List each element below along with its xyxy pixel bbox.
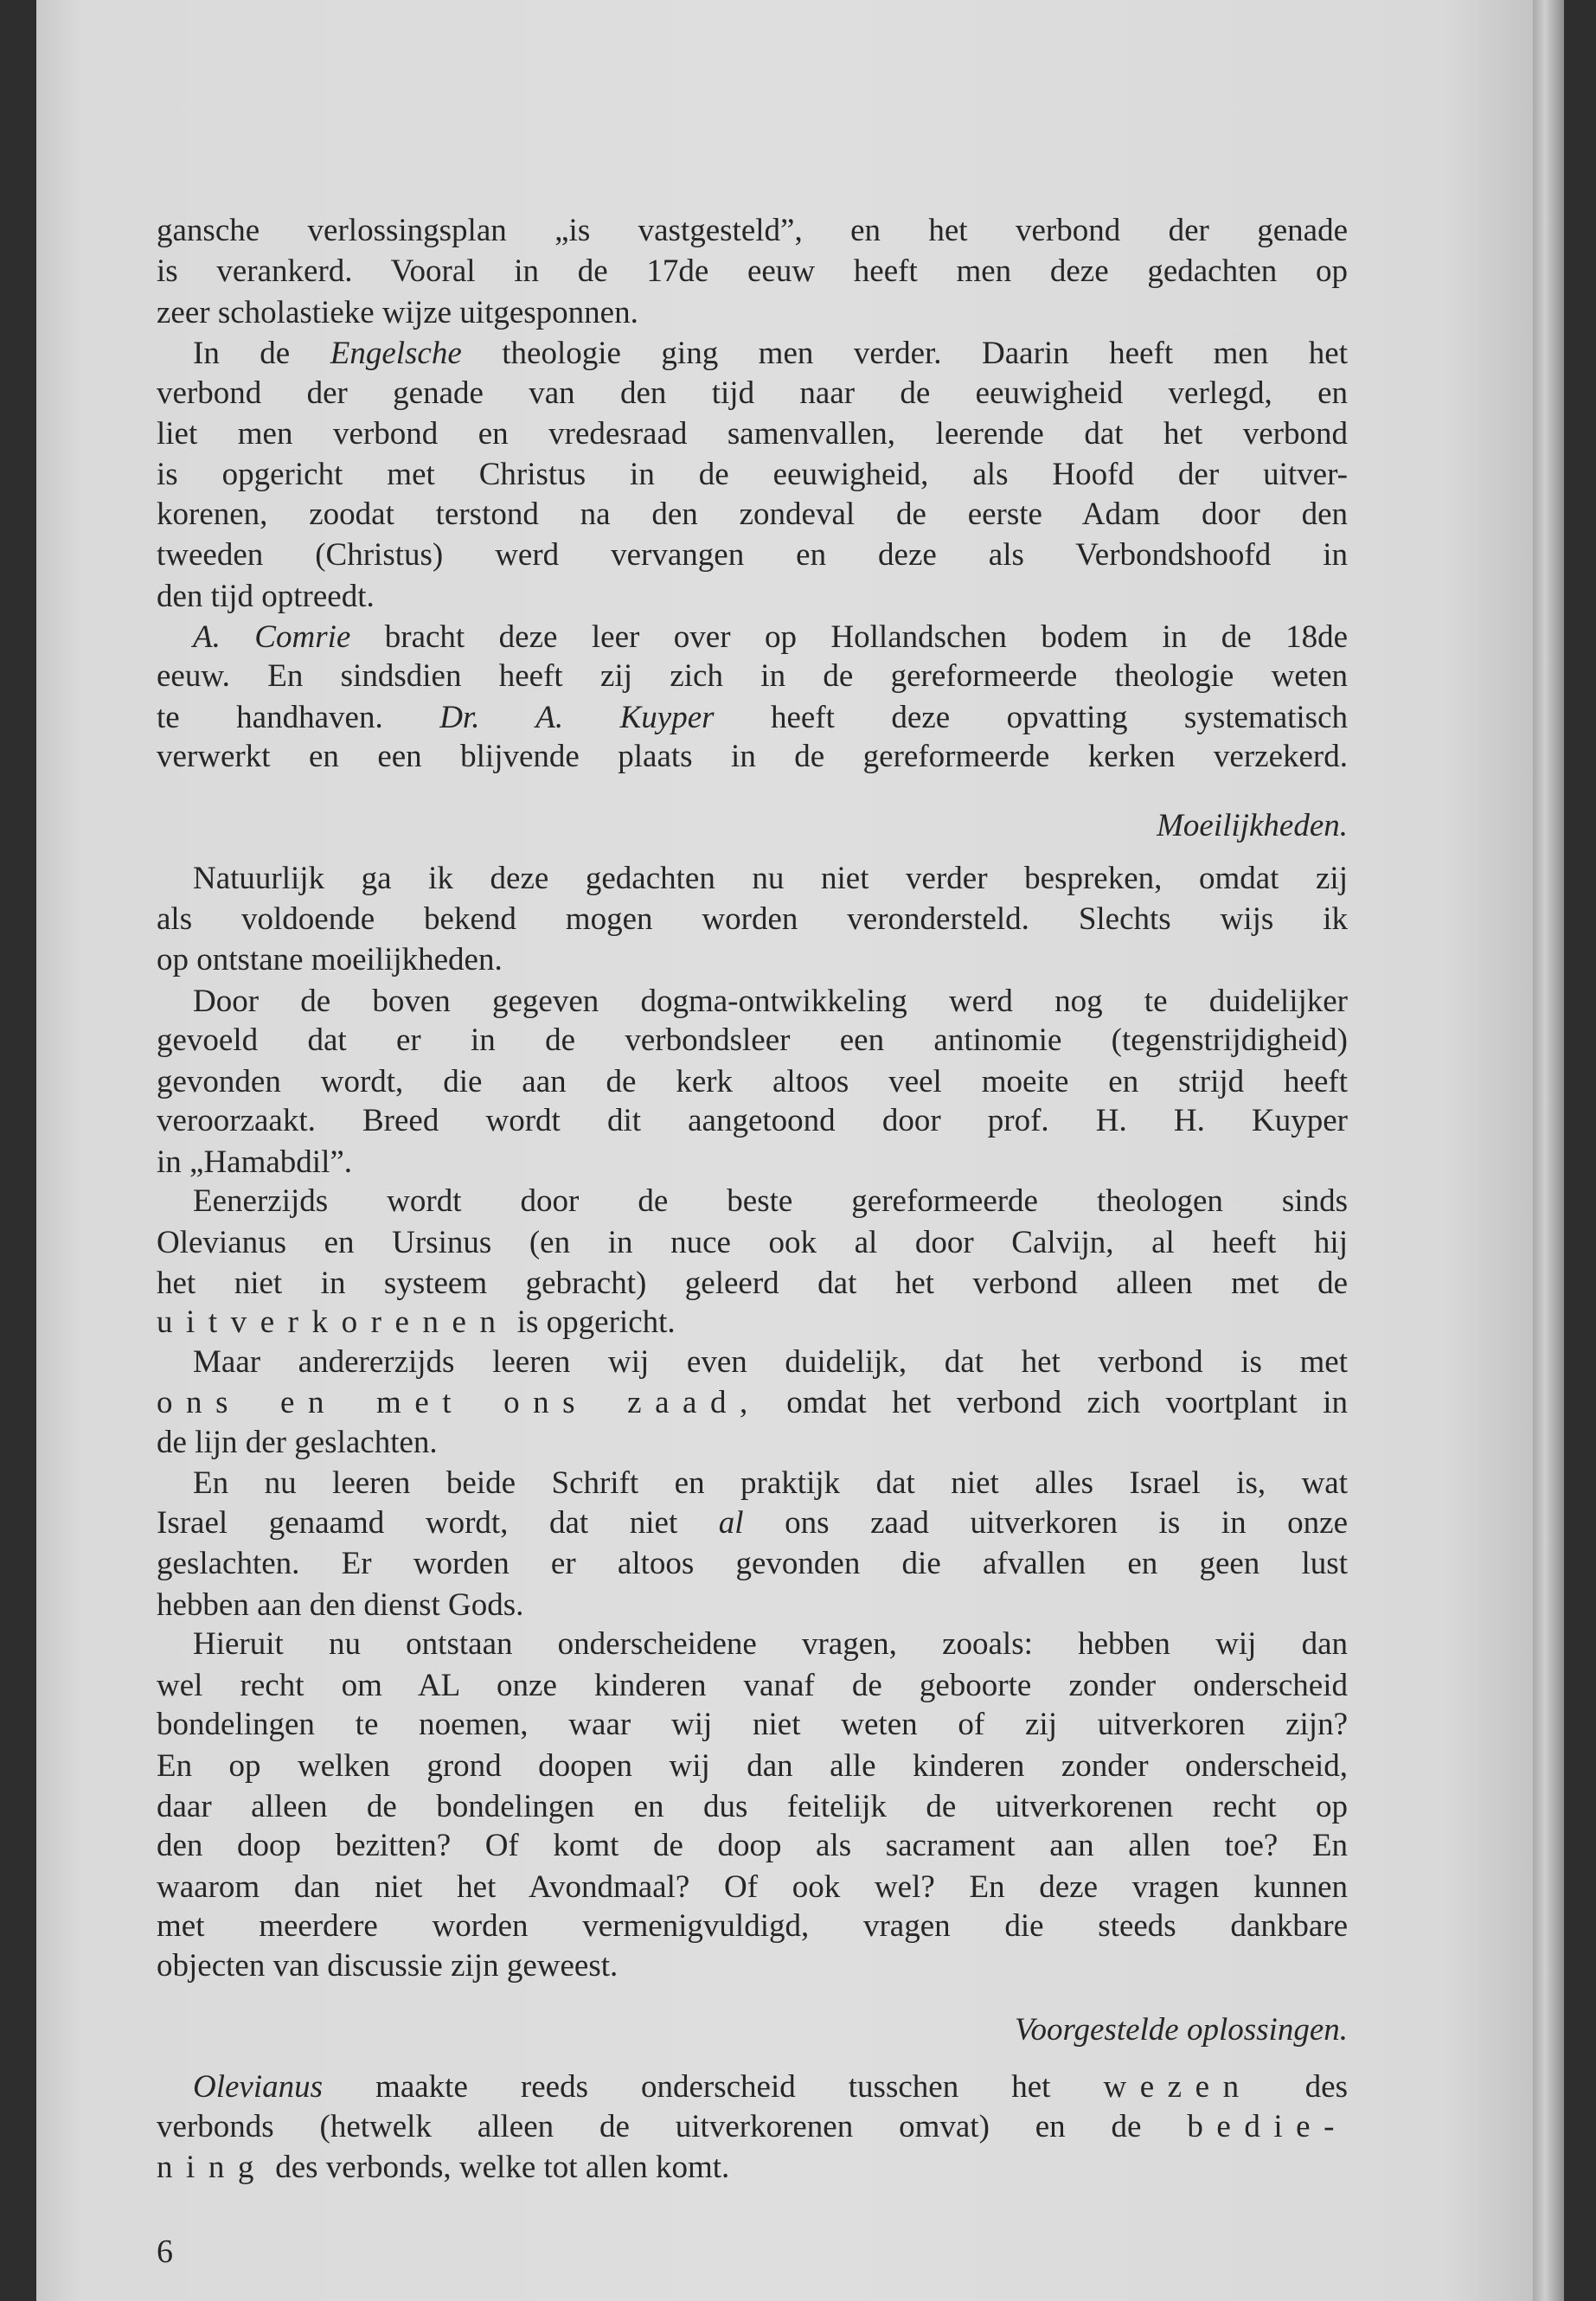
text-segment: Hieruit nu ontstaan onderscheidene vragen, zooals: hebben wij dan <box>193 1626 1348 1663</box>
text-segment: geslachten. Er worden er altoos gevonden die afvallen en geen lust <box>157 1546 1348 1582</box>
text-line <box>157 577 1348 617</box>
text-segment: zeer scholastieke wijze uitgesponnen. <box>157 294 638 330</box>
text-segment: de lijn der geslachten. <box>157 1425 438 1461</box>
text-segment: in „Hamabdil”. <box>157 1144 353 1180</box>
text-segment: met meerdere worden vermenigvuldigd, vragen die steeds dankbare <box>157 1908 1348 1945</box>
text-line <box>157 1787 1348 1827</box>
text-line <box>193 1182 1348 1221</box>
section-heading-difficulties: Moeilijkheden. <box>1157 808 1348 843</box>
text-segment: verbond der genade van den tijd naar de eeuwigheid verlegd, en <box>157 375 1348 411</box>
text-segment: verwerkt en een blijvende plaats in de gereformeerde kerken verzekerd. <box>157 739 1348 775</box>
text-line <box>157 1423 1348 1463</box>
text-line <box>157 495 1348 535</box>
text-line <box>157 1544 1348 1584</box>
text-line <box>157 1143 1348 1183</box>
text-segment: bracht deze leer over op Hollandschen bodem in de 18de <box>350 619 1348 655</box>
page-edge <box>1533 0 1564 2301</box>
text-line <box>193 618 1348 657</box>
text-line <box>157 211 1348 251</box>
text-segment: is verankerd. Vooral in de 17de eeuw heeft men deze gedachten op <box>157 253 1348 290</box>
text-segment: des <box>1252 2069 1348 2106</box>
text-line <box>157 2107 1348 2147</box>
spaced-emphasis-text: bedie- <box>1187 2108 1348 2144</box>
text-segment: verbonds (hetwelk alleen de uitverkorenen omvat) en de <box>157 2108 1188 2144</box>
text-segment: is opgericht met Christus in de eeuwigheid, als Hoofd der uitver- <box>157 457 1348 493</box>
italic-text: Engelsche <box>330 335 462 371</box>
text-line <box>157 535 1348 575</box>
text-segment: als voldoende bekend mogen worden verondersteld. Slechts wijs ik <box>157 901 1348 937</box>
italic-text: A. Comrie <box>193 619 351 655</box>
text-segment: eeuw. En sindsdien heeft zij zich in de gereformeerde theologie weten <box>157 658 1348 695</box>
text-segment: omdat het verbond zich voortplant in <box>760 1385 1348 1421</box>
text-line <box>157 1503 1348 1543</box>
text-segment: Natuurlijk ga ik deze gedachten nu niet verder bespreken, omdat zij <box>193 860 1348 896</box>
text-segment: korenen, zoodat terstond na den zondeval de eerste Adam door den <box>157 496 1348 532</box>
text-line <box>157 1946 1348 1986</box>
text-segment: gevonden wordt, die aan de kerk altoos veel moeite en strijd heeft <box>157 1063 1348 1099</box>
italic-text: Dr. A. Kuyper <box>439 699 715 735</box>
text-line <box>157 1383 1348 1423</box>
spaced-emphasis-text: uitverkorenen <box>157 1304 510 1341</box>
text-line <box>157 1907 1348 1946</box>
text-segment: ons zaad uitverkoren is in onze <box>743 1504 1348 1541</box>
text-segment: Israel genaamd wordt, dat niet <box>157 1504 719 1541</box>
text-line <box>157 737 1348 777</box>
document-page <box>36 0 1533 2301</box>
text-line <box>157 252 1348 292</box>
text-segment: te handhaven. <box>157 699 440 735</box>
text-segment: In de <box>193 335 330 371</box>
italic-text: al <box>718 1504 744 1541</box>
text-line <box>157 1826 1348 1866</box>
text-line <box>157 940 1348 980</box>
text-segment: is opgericht. <box>509 1304 676 1341</box>
text-line <box>157 1021 1348 1061</box>
text-line <box>157 455 1348 495</box>
text-line <box>157 1747 1348 1786</box>
text-line <box>157 900 1348 939</box>
text-segment: objecten van discussie zijn geweest. <box>157 1948 619 1984</box>
text-line <box>157 1868 1348 1907</box>
text-line <box>157 1303 1348 1343</box>
spaced-emphasis-text: ons en met ons zaad, <box>157 1385 761 1421</box>
text-segment: hebben aan den dienst Gods. <box>157 1586 524 1623</box>
page-number: 6 <box>157 2234 173 2270</box>
spaced-emphasis-text: ning <box>157 2150 267 2186</box>
text-line <box>193 1464 1348 1503</box>
text-line <box>157 2148 1348 2188</box>
text-line <box>193 1343 1348 1382</box>
text-segment: den tijd optreedt. <box>157 578 375 614</box>
text-line <box>193 2067 1348 2107</box>
text-segment: daar alleen de bondelingen en dus feitelijk de uitverkorenen recht op <box>157 1788 1348 1824</box>
text-segment: op ontstane moeilijkheden. <box>157 942 503 978</box>
text-segment: waarom dan niet het Avondmaal? Of ook wel? En deze vragen kunnen <box>157 1868 1348 1905</box>
text-line <box>157 374 1348 413</box>
text-segment: des verbonds, welke tot allen komt. <box>266 2150 730 2186</box>
text-segment: veroorzaakt. Breed wordt dit aangetoond door prof. H. H. Kuyper <box>157 1103 1348 1139</box>
text-line <box>157 657 1348 696</box>
text-segment: Door de boven gegeven dogma-ontwikkeling werd nog te duidelijker <box>193 983 1348 1019</box>
text-segment: heeft deze opvatting systematisch <box>714 699 1349 735</box>
text-line <box>193 859 1348 899</box>
text-segment: Maar andererzijds leeren wij even duidelijk, dat het verbond is met <box>193 1344 1348 1381</box>
text-segment: het niet in systeem gebracht) geleerd dat het verbond alleen met de <box>157 1265 1348 1301</box>
text-line <box>157 414 1348 454</box>
text-segment: En op welken grond doopen wij dan alle kinderen zonder onderscheid, <box>157 1747 1348 1784</box>
italic-text: Olevianus <box>193 2069 324 2106</box>
text-segment: En nu leeren beide Schrift en praktijk dat niet alles Israel is, wat <box>193 1465 1348 1502</box>
text-line <box>157 293 1348 333</box>
text-segment: bondelingen te noemen, waar wij niet weten of zij uitverkoren zijn? <box>157 1707 1348 1743</box>
spaced-emphasis-text: wezen <box>1103 2069 1253 2106</box>
text-segment: den doop bezitten? Of komt de doop als sacrament aan allen toe? En <box>157 1828 1348 1864</box>
text-line <box>157 1264 1348 1304</box>
text-segment: wel recht om AL onze kinderen vanaf de geboorte zonder onderscheid <box>157 1667 1348 1703</box>
text-line <box>157 1223 1348 1263</box>
text-segment: gevoeld dat er in de verbondsleer een antinomie (tegenstrijdigheid) <box>157 1022 1348 1059</box>
text-line <box>193 1625 1348 1664</box>
text-line <box>193 334 1348 374</box>
text-line <box>157 1586 1348 1625</box>
text-segment: maakte reeds onderscheid tusschen het <box>323 2069 1104 2106</box>
text-segment: gansche verlossingsplan „is vastgesteld”, en het verbond der genade <box>157 213 1348 249</box>
text-segment: liet men verbond en vredesraad samenvallen, leerende dat het verbond <box>157 415 1348 452</box>
text-line <box>193 982 1348 1022</box>
text-segment: theologie ging men verder. Daarin heeft men het <box>461 335 1348 371</box>
text-line <box>157 1705 1348 1745</box>
text-line <box>157 698 1348 738</box>
text-segment: tweeden (Christus) werd vervangen en deze als Verbondshoofd in <box>157 537 1348 574</box>
text-segment: Olevianus en Ursinus (en in nuce ook al door Calvijn, al heeft hij <box>157 1224 1348 1260</box>
section-heading-proposed-solutions: Voorgestelde oplossingen. <box>1014 2012 1348 2048</box>
text-line <box>157 1666 1348 1706</box>
text-line <box>157 1062 1348 1102</box>
text-line <box>157 1101 1348 1141</box>
text-segment: Eenerzijds wordt door de beste gereformeerde theologen sinds <box>193 1183 1348 1220</box>
